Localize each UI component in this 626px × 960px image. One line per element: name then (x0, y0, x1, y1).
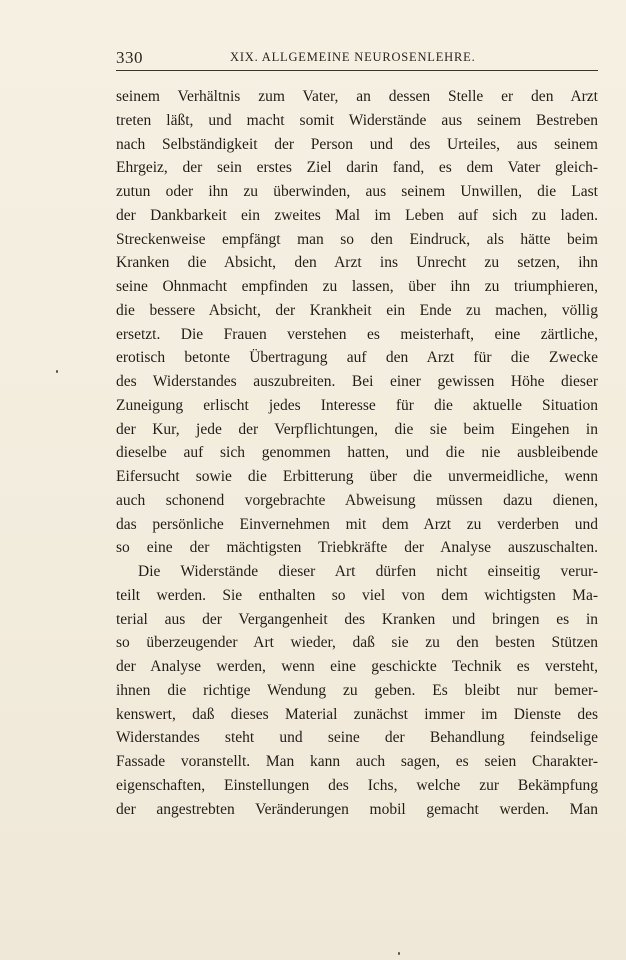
text-line: der Kur, jede der Verpflichtungen, die sie beim Eingehen in (116, 420, 598, 438)
page-header (116, 48, 598, 70)
paragraph-2 (116, 560, 598, 821)
body-text (116, 85, 598, 821)
text-line: der Dankbarkeit ein zweites Mal im Leben auf sich zu laden. (116, 206, 598, 224)
paper-speck (56, 370, 58, 373)
text-line: des Widerstandes auszubreiten. Bei einer gewissen Höhe dieser (116, 373, 598, 390)
text-line: das persönliche Einvernehmen mit dem Arzt zu verderben und (116, 515, 598, 533)
running-head: XIX. ALLGEMEINE NEUROSENLEHRE. (230, 50, 476, 64)
text-line: Zuneigung erlischt jedes Interesse für die aktuelle Situation (116, 396, 598, 414)
text-line: ersetzt. Die Frauen verstehen es meisterhaft, eine zärtliche, (116, 325, 598, 343)
text-line: der Analyse werden, wenn eine geschickte Technik es versteht, (116, 658, 598, 675)
text-line: Streckenweise empfängt man so den Eindruck, als hätte beim (116, 230, 598, 248)
header-rule (116, 70, 598, 71)
text-line: Ehrgeiz, der sein erstes Ziel darin fand, es dem Vater gleich- (116, 159, 598, 177)
text-line: Kranken die Absicht, den Arzt ins Unrecht zu setzen, ihn (116, 254, 598, 272)
text-line: ihnen die richtige Wendung zu geben. Es bleibt nur bemer- (116, 681, 598, 699)
text-line: teilt werden. Sie enthalten so viel von dem wichtigsten Ma- (116, 586, 598, 604)
text-line: so überzeugender Art wieder, daß sie zu den besten Stützen (116, 634, 598, 652)
paragraph-1 (116, 85, 598, 560)
page-number: 330 (116, 48, 143, 67)
text-line: Die Widerstände dieser Art dürfen nicht einseitig verur- (138, 563, 598, 580)
text-line: zutun oder ihn zu überwinden, aus seinem Unwillen, die Last (116, 183, 598, 200)
text-line: kenswert, daß dieses Material zunächst immer im Dienste des (116, 705, 598, 723)
text-line: dieselbe auf sich genommen hatten, und die nie ausbleibende (116, 444, 598, 462)
text-line: treten läßt, und macht somit Widerstände aus seinem Bestreben (116, 111, 598, 129)
text-line: so eine der mächtigsten Triebkräfte der Analyse auszuschalten. (116, 539, 598, 557)
text-line: nach Selbständigkeit der Person und des Urteiles, aus seinem (116, 135, 598, 153)
paper-speck (398, 952, 400, 955)
text-line: auch schonend vorgebrachte Abweisung müssen dazu dienen, (116, 491, 598, 509)
text-line: seine Ohnmacht empfinden zu lassen, über ihn zu triumphieren, (116, 278, 598, 295)
text-line: Widerstandes steht und seine der Behandlung feindselige (116, 729, 598, 747)
text-line: die bessere Absicht, der Krankheit ein Ende zu machen, völlig (116, 301, 598, 319)
text-line: der angestrebten Veränderungen mobil gemacht werden. Man (116, 800, 598, 818)
text-line: Eifersucht sowie die Erbitterung über die unvermeidliche, wenn (116, 468, 598, 485)
text-line: eigenschaften, Einstellungen des Ichs, welche zur Bekämpfung (116, 776, 598, 794)
text-line: terial aus der Vergangenheit des Kranken und bringen es in (116, 610, 598, 628)
text-line: Fassade voranstellt. Man kann auch sagen, es seien Charakter- (116, 753, 598, 770)
text-line: seinem Verhältnis zum Vater, an dessen Stelle er den Arzt (116, 88, 598, 105)
text-line: erotisch betonte Übertragung auf den Arzt für die Zwecke (116, 349, 598, 367)
